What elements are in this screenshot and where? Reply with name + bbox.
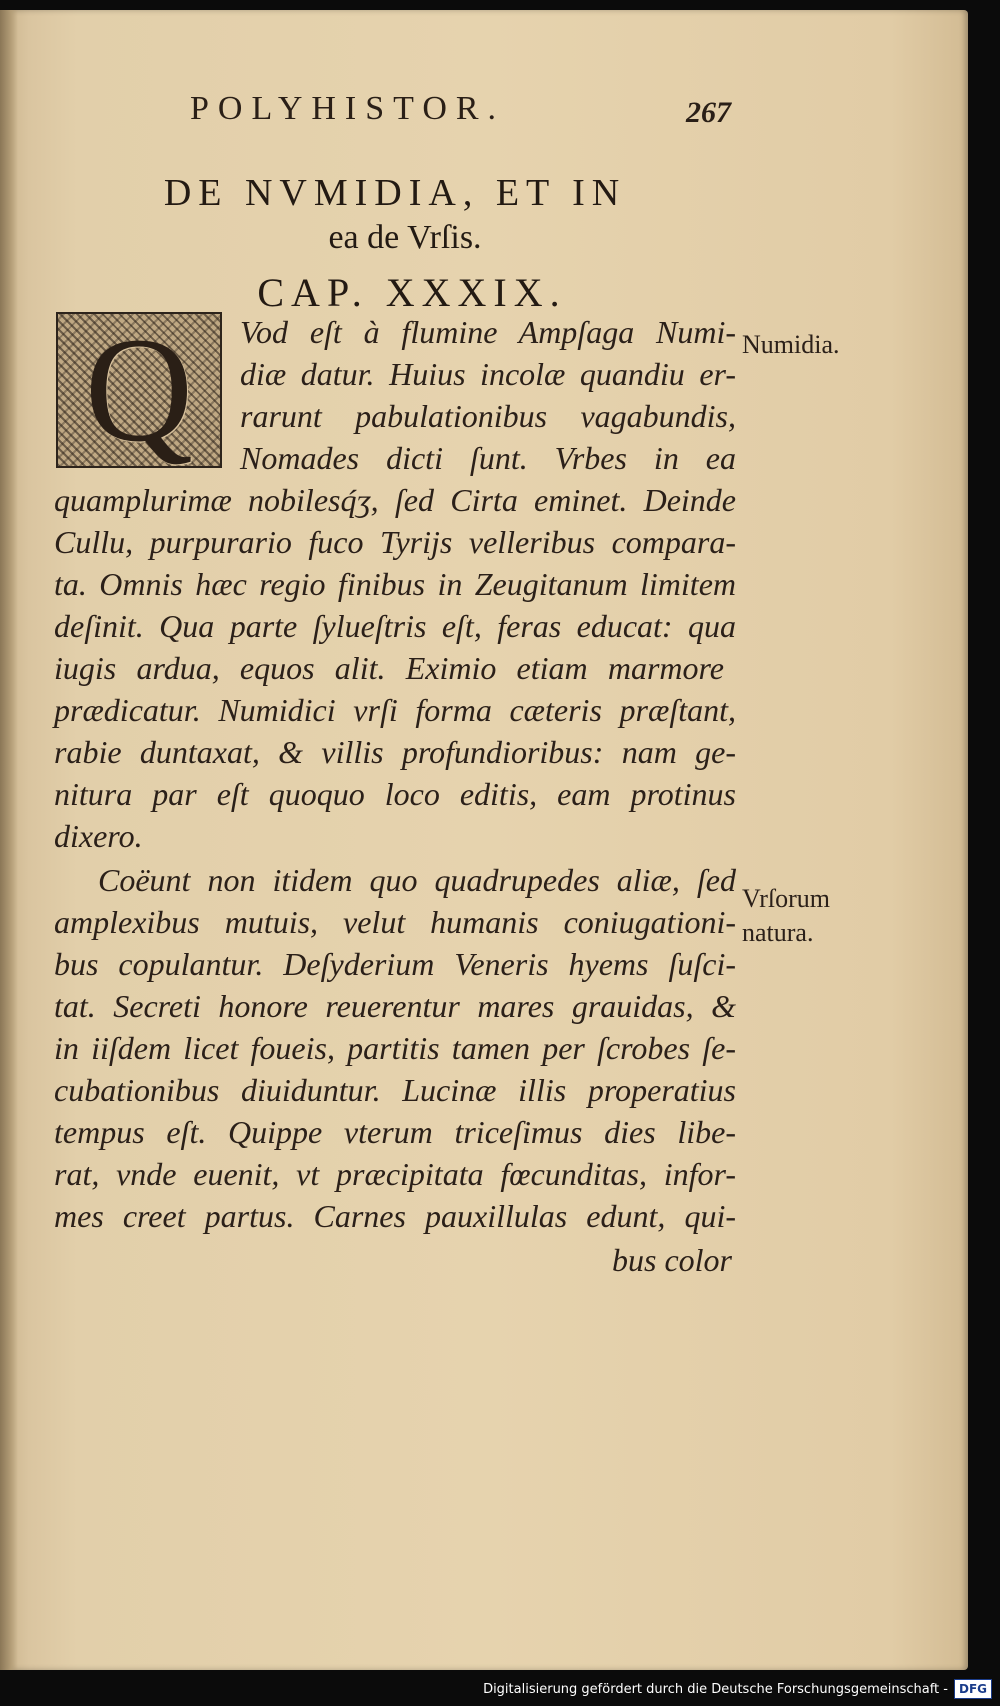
margin-note-numidia: Numidia. xyxy=(742,330,840,359)
text-line: Coëunt non itidem quo quadrupedes aliæ, ſed xyxy=(98,862,736,898)
text-line: tat. Secreti honore reuerentur mares grauidas, & xyxy=(54,988,736,1024)
text-line: ta. Omnis hæc regio finibus in Zeugitanum limitem xyxy=(54,566,736,602)
margin-note-ursorum xyxy=(742,882,830,950)
text-line: in iiſdem licet foueis, partitis tamen per ſcrobes ſe- xyxy=(54,1030,736,1066)
text-line: Cullu, purpurario fuco Tyrijs velleribus compara- xyxy=(54,524,736,560)
dfg-logo: DFG xyxy=(954,1679,992,1699)
margin-note-line: natura. xyxy=(742,918,814,947)
text-line: amplexibus mutuis, velut humanis coniugationi- xyxy=(54,904,736,940)
chapter-title-line-2: ea de Vrſis. xyxy=(328,219,482,256)
chapter-number: CAP. XXXIX. xyxy=(257,270,567,315)
text-line: cubationibus diuiduntur. Lucinæ illis properatius xyxy=(54,1072,736,1108)
text-line: nitura par eſt quoquo loco editis, eam protinus xyxy=(54,776,736,812)
credit-text: Digitalisierung gefördert durch die Deutsche Forschungsgemeinschaft - xyxy=(483,1681,948,1697)
text-line: prædicatur. Numidici vrſi forma cæteris præſtant, xyxy=(54,692,736,728)
book-page xyxy=(0,10,968,1670)
page-number: 267 xyxy=(686,96,731,129)
text-line: rat, vnde euenit, vt præcipitata fœcunditas, infor- xyxy=(54,1156,736,1192)
text-line: iugis ardua, equos alit. Eximio etiam marmore xyxy=(54,650,724,686)
digitization-credit xyxy=(483,1676,992,1702)
text-line: diæ datur. Huius incolæ quandiu er- xyxy=(240,356,736,392)
text-line: rarunt pabulationibus vagabundis, xyxy=(240,398,736,434)
text-line: dixero. xyxy=(54,818,143,854)
text-line: deſinit. Qua parte ſylueſtris eſt, feras educat: qua xyxy=(54,608,736,644)
initial-letter: Q xyxy=(84,312,194,468)
chapter-title-line-1: DE NVMIDIA, ET IN xyxy=(163,172,627,214)
text-line: tempus eſt. Quippe vterum triceſimus dies libe- xyxy=(54,1114,736,1150)
text-line: rabie duntaxat, & villis profundioribus: nam ge- xyxy=(54,734,736,770)
text-line: bus copulantur. Deſyderium Veneris hyems ſuſci- xyxy=(54,946,736,982)
body-text xyxy=(54,10,734,1310)
text-line: quamplurimæ nobilesq́ʒ, ſed Cirta eminet. Deinde xyxy=(54,482,736,518)
margin-note-line: Vrſorum xyxy=(742,884,830,913)
text-line: mes creet partus. Carnes pauxillulas edunt, qui- xyxy=(54,1198,736,1234)
running-title: POLYHISTOR. xyxy=(190,90,506,127)
text-line: Nomades dicti ſunt. Vrbes in ea xyxy=(240,440,736,476)
text-line: Vod eſt à flumine Ampſaga Numi- xyxy=(240,314,736,350)
catchword: bus color xyxy=(612,1242,732,1278)
